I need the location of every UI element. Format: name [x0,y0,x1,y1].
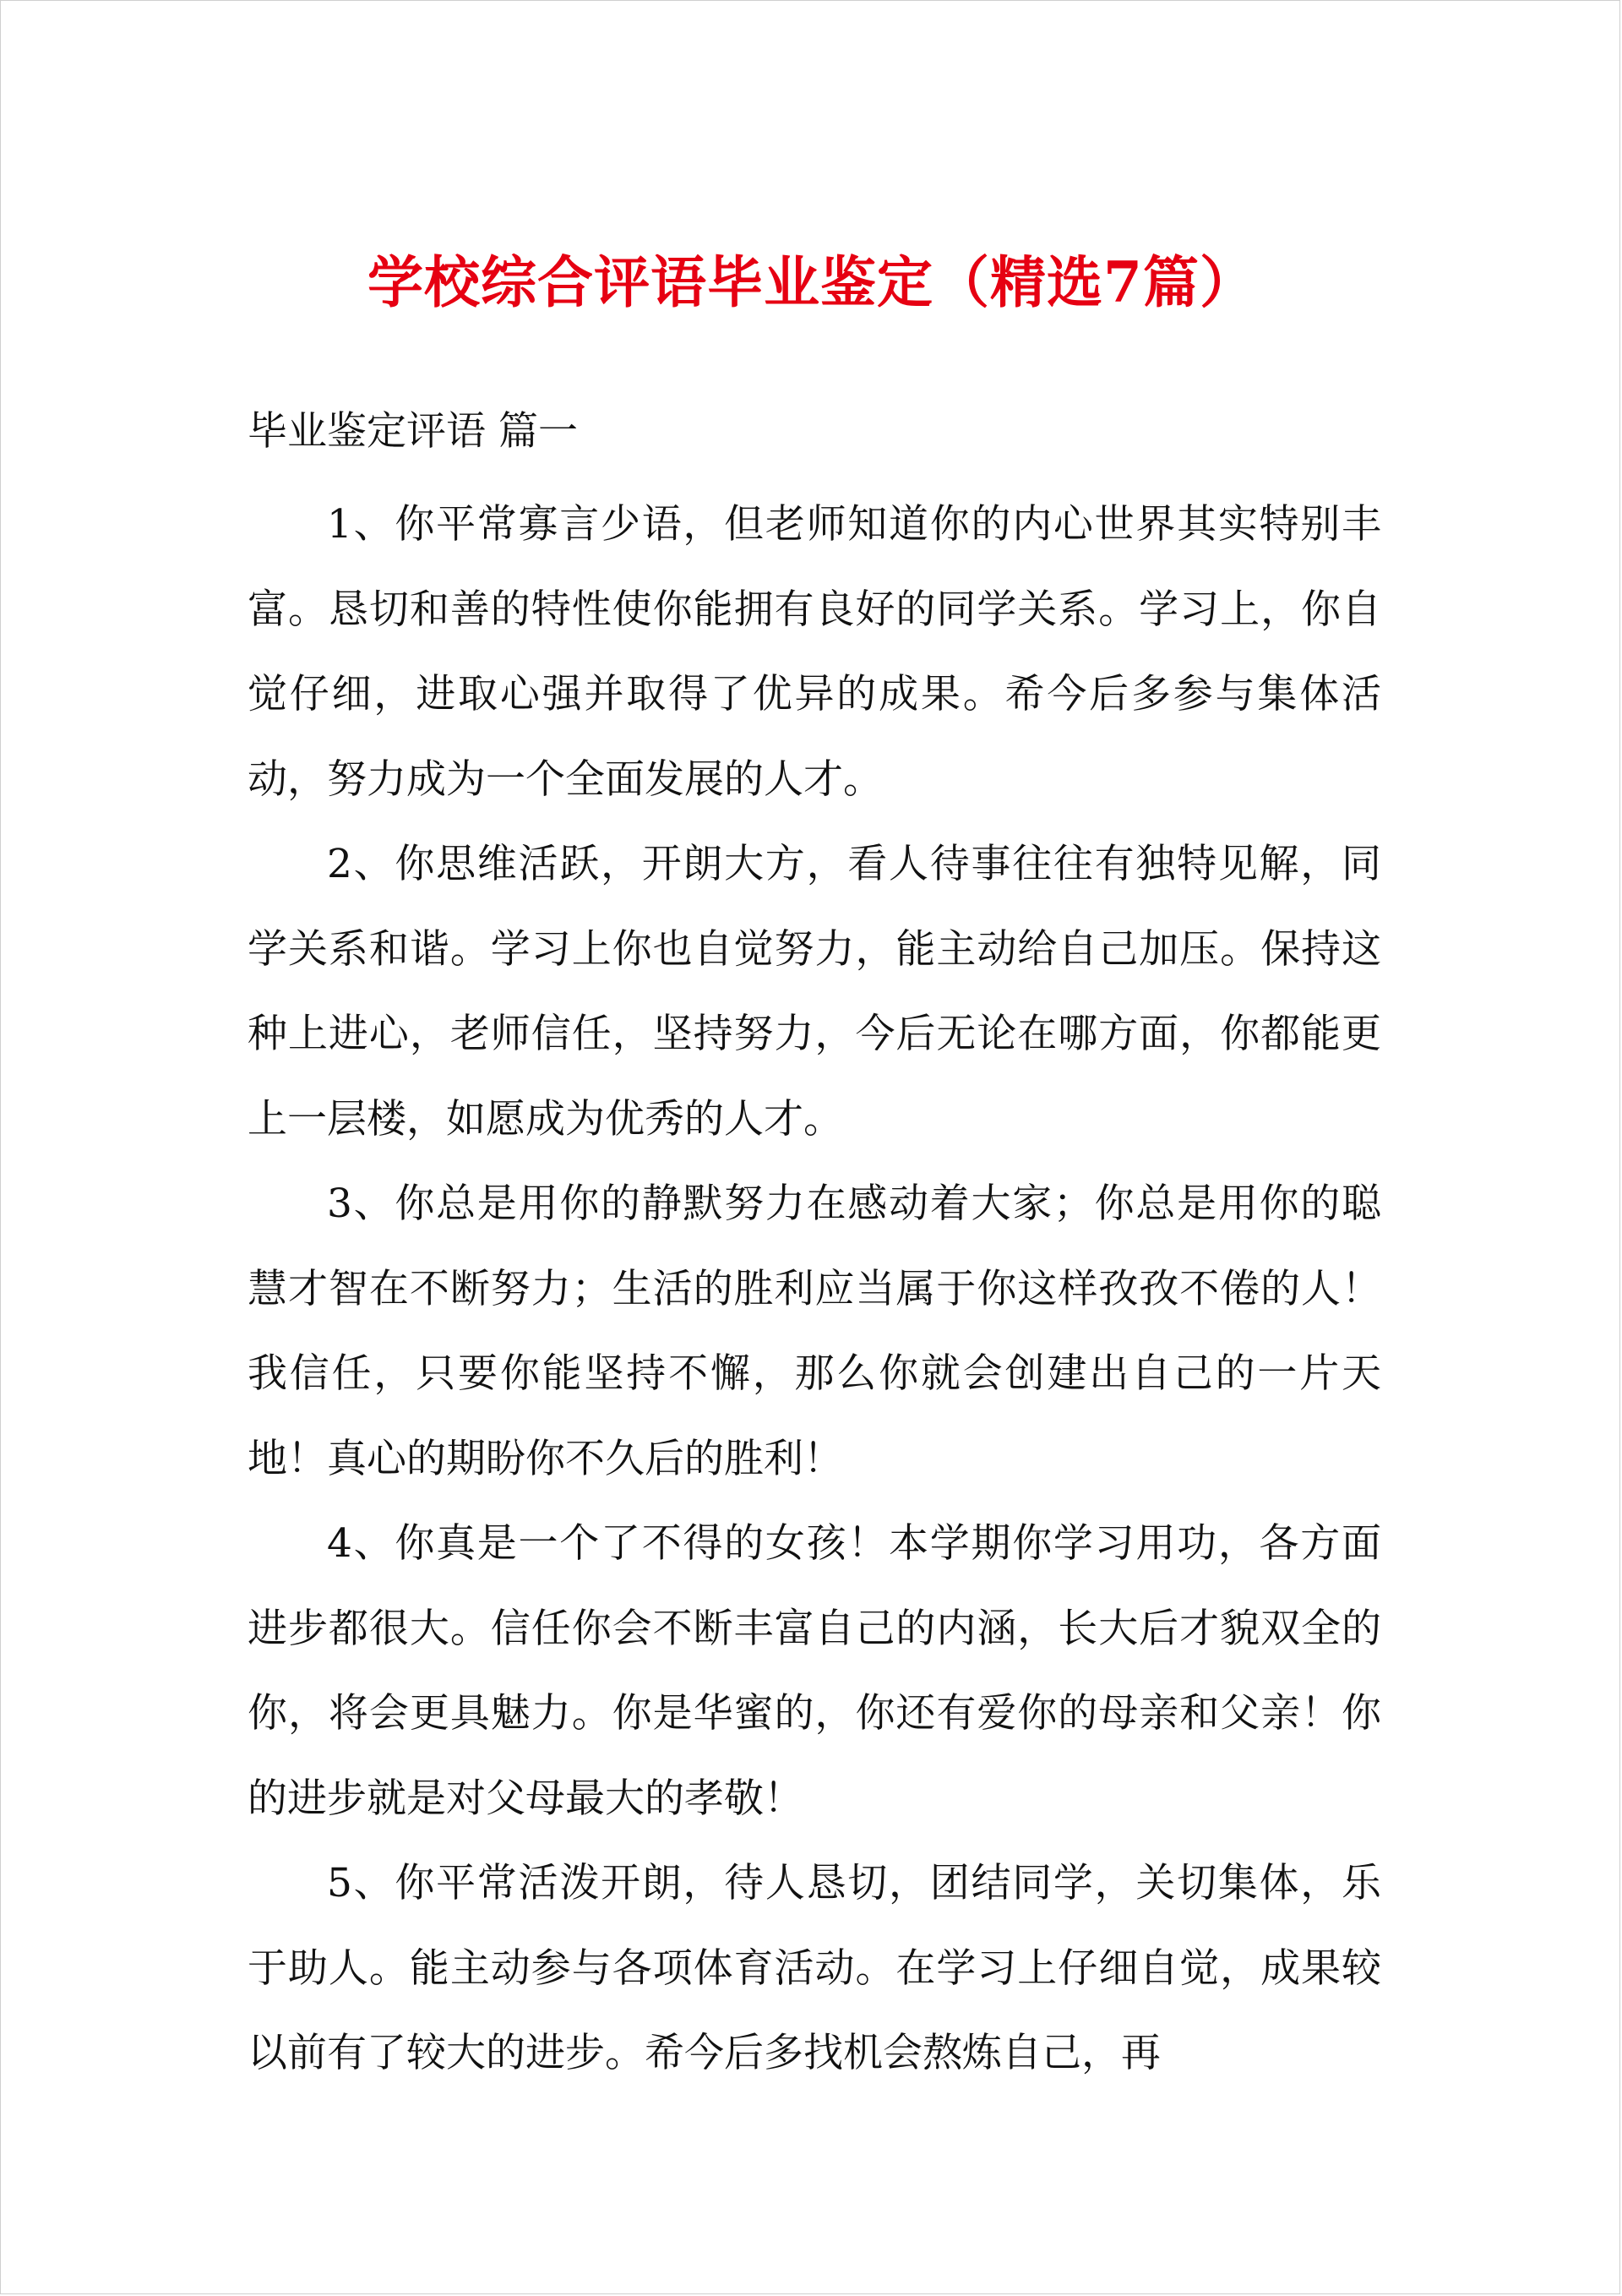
paragraph-3: 3、你总是用你的静默努力在感动着大家；你总是用你的聪慧才智在不断努力；生活的胜利应当属于你这样孜孜不倦的人！我信任，只要你能坚持不懈，那么你就会创建出自己的一片天地！真心的期盼你不久后的胜利！ [248,1181,1381,1482]
paragraph-4: 4、你真是一个了不得的女孩！本学期你学习用功，各方面进步都很大。信任你会不断丰富自己的内涵，长大后才貌双全的你，将会更具魅力。你是华蜜的，你还有爱你的母亲和父亲！你的进步就是对父母最大的孝敬！ [248,1520,1381,1822]
paragraph-5: 5、你平常活泼开朗，待人恳切，团结同学，关切集体，乐于助人。能主动参与各项体育活动。在学习上仔细自觉，成果较以前有了较大的进步。希今后多找机会熬炼自己，再 [248,1860,1381,2076]
paragraph-1: 1、你平常寡言少语，但老师知道你的内心世界其实特别丰富。恳切和善的特性使你能拥有良好的同学关系。学习上，你自觉仔细，进取心强并取得了优异的成果。希今后多参与集体活动，努力成为一个全面发展的人才。 [248,501,1381,803]
document-body [248,483,1381,2097]
paragraph-2: 2、你思维活跃，开朗大方，看人待事往往有独特见解，同学关系和谐。学习上你也自觉努力，能主动给自己加压。保持这种上进心，老师信任，坚持努力，今后无论在哪方面，你都能更上一层楼，如愿成为优秀的人才。 [248,841,1381,1143]
document-title: 学校综合评语毕业鉴定（精选7篇） [367,249,1256,315]
section-heading: 毕业鉴定评语 篇一 [248,408,578,455]
